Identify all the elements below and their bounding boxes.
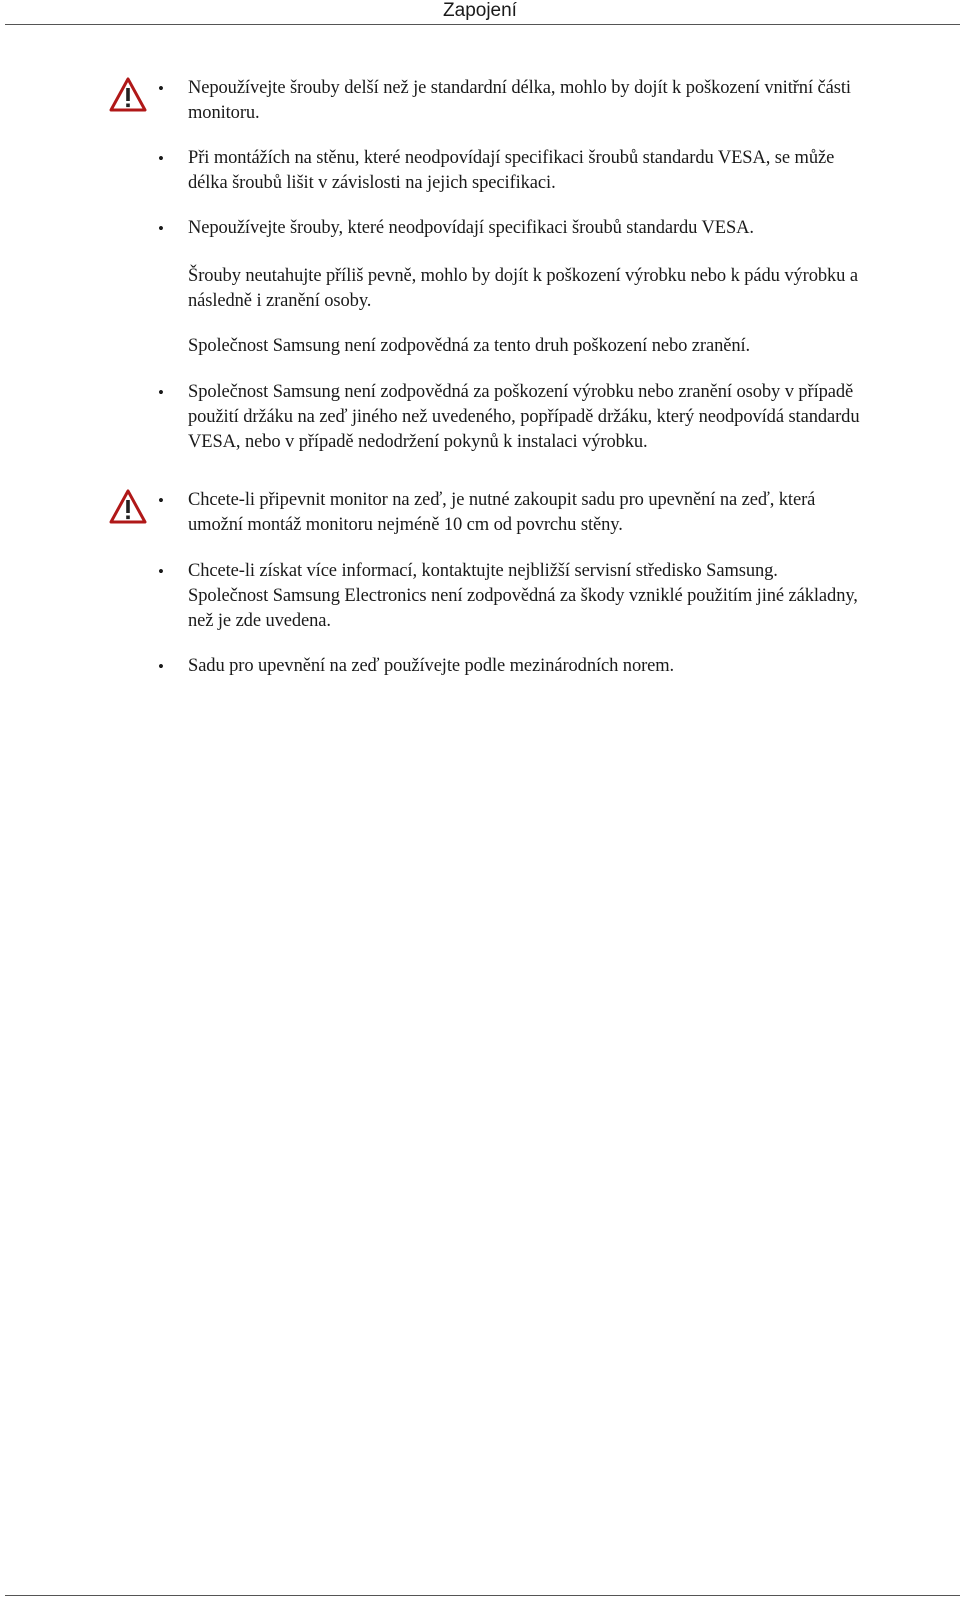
page-title: Zapojení [443, 0, 517, 21]
list-item: Při montážích na stěnu, které neodpovídají specifikaci šroubů standardu VESA, se může délka šroubů lišit v závislosti na jejich specifikaci. [188, 148, 835, 193]
bullet-marker: • [158, 491, 164, 510]
bullet-marker: • [158, 383, 164, 402]
bullet-marker: • [158, 657, 164, 676]
footer-divider [5, 1595, 960, 1596]
list-item: Společnost Samsung není zodpovědná za poškození výrobku nebo zranění osoby v případě použití držáku na zeď jiného než uvedeného, popřípadě držáku, který neodpovídá standardu VESA, nebo v případě nedodržení pokynů k instalaci výrobku. [188, 382, 860, 452]
warning-triangle-icon [108, 76, 148, 114]
list-item: Nepoužívejte šrouby delší než je standardní délka, mohlo by dojít k poškození vnitřní části monitoru. [188, 78, 851, 123]
paragraph: Společnost Samsung není zodpovědná za tento druh poškození nebo zranění. [188, 336, 751, 356]
warning-triangle-icon [108, 488, 148, 526]
bullet-marker: • [158, 562, 164, 581]
list-item: Sadu pro upevnění na zeď používejte podle mezinárodních norem. [188, 656, 675, 676]
bullet-marker: • [158, 149, 164, 168]
bullet-marker: • [158, 219, 164, 238]
paragraph: Šrouby neutahujte příliš pevně, mohlo by dojít k poškození výrobku nebo k pádu výrobku a následně i zranění osoby. [188, 266, 858, 311]
list-item: Chcete-li získat více informací, kontaktujte nejbližší servisní středisko Samsung. Společnost Samsung Electronics není zodpovědná za škody vzniklé použitím jiné základny, než je zde uvedena. [188, 561, 858, 631]
list-item: Chcete-li připevnit monitor na zeď, je nutné zakoupit sadu pro upevnění na zeď, která umožní montáž monitoru nejméně 10 cm od povrchu stěny. [188, 490, 816, 535]
bullet-marker: • [158, 79, 164, 98]
list-item: Nepoužívejte šrouby, které neodpovídají specifikaci šroubů standardu VESA. [188, 218, 754, 238]
